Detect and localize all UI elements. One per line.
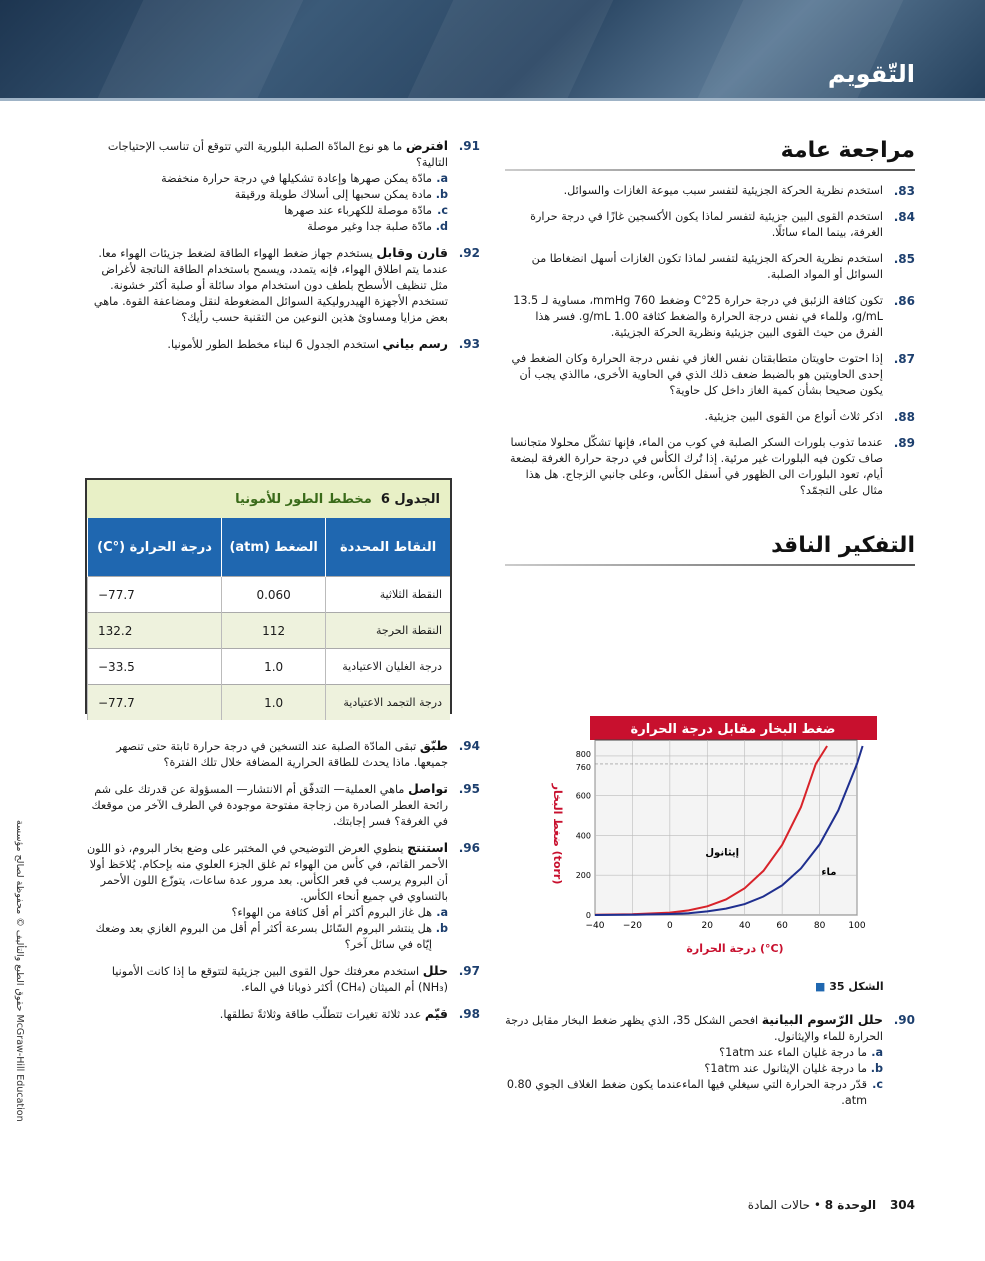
critical-thinking-title: التفكير الناقد <box>771 533 915 558</box>
question-keyword: رسم بياني <box>382 336 448 351</box>
table-cell-temperature: −33.5 <box>88 649 222 685</box>
question-keyword: حلل الرّسوم البيانية <box>761 1012 883 1027</box>
question-text: تكون كثافة الزئبق في درجة حرارة 25°C وضغط 760 mmHg، مساوية لـ 13.5 g/mL، وللماء في نفس درجة الحرارة والضغط كثافة 1.00 g/mL. فسر هذا الفرق من حيث القوى البين جزيئية ونظرية الحركة الجزيئية. <box>513 294 883 339</box>
x-tick-label: −40 <box>585 921 605 931</box>
subquestion-letter: a. <box>436 906 448 919</box>
subquestion-letter: a. <box>436 172 448 185</box>
question-number: 97. <box>458 964 480 978</box>
x-axis-label: درجة الحرارة (°C) <box>686 942 784 955</box>
question-number: 88. <box>893 410 915 424</box>
page-number: 304 <box>889 1198 915 1212</box>
column-header: درجة الحرارة (°C) <box>88 518 222 577</box>
question-text: إذا احتوت حاويتان متطابقتان نفس الغاز في نفس درجة الحرارة وكان الضغط في إحدى الحاويتين هو بالضبط ضعف ذلك الذي في الحاوية الأخرى، ماالذي يجب أن يكون صحيحا بشأن كمية الغاز داخل كل حاوية؟ <box>511 352 883 397</box>
copyright-sidebar: حقوق الطبع والتأليف © محفوظة لصالح مؤسسة McGraw-Hill Education <box>14 820 25 1122</box>
footer-bullet: • <box>813 1198 821 1212</box>
y-tick-label: 400 <box>575 831 591 841</box>
question-number: 87. <box>893 352 915 366</box>
question-keyword: حلل <box>422 963 448 978</box>
general-review-list <box>505 183 915 499</box>
question-93 <box>80 336 480 353</box>
subquestion-letter: b. <box>870 1062 883 1075</box>
table-cell-pressure: 112 <box>222 613 326 649</box>
subquestion <box>80 921 448 953</box>
subquestion-letter: c. <box>872 1078 883 1091</box>
question-text: يستخدم جهاز ضغط الهواء الطاقة لضغط جزيئات الهواء معا. عندما يتم اطلاق الهواء، فإنه يتمدد، ويسمح باستخدام الطاقة الناتجة لأغراض مثل تنظيف الأسطح بلطف دون استخدام مواد سائلة أو صلبة أكثر خشونة. تستخدم الأجهزة الهيدروليكية السوائل المضغوطة لنقل ومضاعفة القوة. ماهي بعض مزايا ومساوئ هذين النوعين من التقنية حسب رأيك؟ <box>93 247 448 324</box>
vapor-pressure-chart <box>545 716 877 960</box>
x-tick-label: 0 <box>666 921 673 931</box>
subquestion-text: ما درجة غليان الإيثانول عند 1atm؟ <box>704 1062 867 1075</box>
subquestion-letter: d. <box>435 220 448 233</box>
question-keyword: طبّق <box>419 738 448 753</box>
question-text: عدد ثلاثة تغيرات تتطلّب طاقة وثلاثةً تطلقها. <box>219 1008 422 1021</box>
x-tick-label: 40 <box>738 921 751 931</box>
question-number: 84. <box>893 210 915 224</box>
subquestion-text: مادّة موصلة للكهرباء عند صهرها <box>284 204 432 217</box>
question-number: 98. <box>458 1007 480 1021</box>
question-number: 91. <box>458 139 480 153</box>
question-text: استخدم نظرية الحركة الجزيئية لتفسر لماذا تكون الغازات أسهل انضغاطا من السوائل أو المواد الصلبة. <box>531 252 883 281</box>
subquestion <box>80 905 448 921</box>
subquestion <box>80 219 448 235</box>
subquestion <box>80 187 448 203</box>
question-96 <box>80 840 480 953</box>
series-label-ethanol: إيثانول <box>705 847 740 859</box>
question-text: افحص الشكل 35، الذي يظهر ضغط البخار مقابل درجة الحرارة للماء والإيثانول. <box>505 1014 883 1043</box>
question-keyword: استنتج <box>407 840 448 855</box>
question-91 <box>80 138 480 235</box>
subquestion <box>80 203 448 219</box>
subquestion-text: مادة يمكن سحبها إلى أسلاك طويلة ورقيقة <box>234 188 432 201</box>
question-90-block <box>505 1012 915 1119</box>
x-tick-label: 80 <box>813 921 826 931</box>
question-text: استخدم معرفتك حول القوى البين جزيئية لتتوقع ما إذا كانت الأمونيا (NH₃) أم الميثان (CH₄) أكثر ذوبانا في الماء. <box>111 965 448 994</box>
table-cell-point: درجة الغليان الاعتيادية <box>326 649 450 685</box>
question-text: ما هو نوع المادّة الصلبة البلورية التي تتوقع أن تناسب الإحتياجات التالية؟ <box>107 140 448 169</box>
left-column <box>80 138 480 363</box>
subquestion-text: مادّة يمكن صهرها وإعادة تشكيلها في درجة حرارة منخفضة <box>161 172 432 185</box>
subquestion-text: قدّر درجة الحرارة التي سيغلي فيها الماءعندما يكون ضغط الغلاف الجوي 0.80 atm. <box>506 1078 867 1107</box>
x-tick-label: −20 <box>622 921 642 931</box>
table-cell-point: النقطة الثلاثية <box>326 577 450 613</box>
subquestion-letter: b. <box>435 188 448 201</box>
left-questions-top <box>80 138 480 353</box>
question-text: استخدم القوى البين جزيئية لتفسر لماذا يكون الأكسجين غازًا في درجة حرارة الغرفة، بينما الماء سائلًا. <box>530 210 883 239</box>
page-footer <box>748 1198 915 1212</box>
table-cell-temperature: −77.7 <box>88 577 222 613</box>
general-review-title: مراجعة عامة <box>780 138 915 163</box>
question-number: 94. <box>458 739 480 753</box>
subquestions <box>505 1045 883 1109</box>
question-94 <box>80 738 480 771</box>
question-number: 93. <box>458 337 480 351</box>
question-number: 89. <box>893 436 915 450</box>
question-86 <box>505 293 915 341</box>
subquestion <box>505 1045 883 1061</box>
question-keyword: افترض <box>405 138 448 153</box>
question-83 <box>505 183 915 199</box>
chart-title: ضغط البخار مقابل درجة الحرارة <box>630 722 836 737</box>
table-row <box>88 613 451 649</box>
subquestion-letter: b. <box>435 922 448 935</box>
table-cell-pressure: 1.0 <box>222 685 326 721</box>
table-cell-temperature: 132.2 <box>88 613 222 649</box>
column-header: النقاط المحددة <box>326 518 450 577</box>
subquestion <box>505 1061 883 1077</box>
question-number: 85. <box>893 252 915 266</box>
question-88 <box>505 409 915 425</box>
figure-caption: الشكل 35 ■ <box>815 980 884 993</box>
question-87 <box>505 351 915 399</box>
chapter-topic: حالات المادة <box>747 1198 811 1212</box>
subquestion-text: هل غاز البروم أكثر أم أقل كثافة من الهواء؟ <box>231 906 432 919</box>
question-85 <box>505 251 915 283</box>
table-row <box>88 577 451 613</box>
question-text: ماهي العملية— التدفّق أم الانتشار— المسؤولة عن قدرتك على شم رائحة العطر الصادرة من زجاجة مفتوحة موجودة في الطرف الآخر من موقعك في الغرفة؟ فسر إجابتك. <box>91 783 448 828</box>
section-rule <box>505 169 915 171</box>
question-number: 96. <box>458 841 480 855</box>
question-keyword: تواصل <box>407 781 448 796</box>
table-6-heading <box>87 480 450 518</box>
question-number: 83. <box>893 184 915 198</box>
plot-area <box>595 740 857 915</box>
table-row <box>88 685 451 721</box>
y-tick-label: 0 <box>585 911 591 920</box>
x-tick-label: 60 <box>776 921 788 931</box>
series-label-water: ماء <box>821 867 837 879</box>
header-banner <box>0 0 985 100</box>
left-questions-bottom <box>80 738 480 1023</box>
subquestion <box>505 1077 883 1109</box>
question-84 <box>505 209 915 241</box>
y-tick-label: 200 <box>575 871 591 881</box>
figure-caption-text: الشكل 35 <box>829 980 884 993</box>
phase-data-table <box>87 518 450 720</box>
question-text: استخدم نظرية الحركة الجزيئية لتفسر سبب ميوعة الغازات والسوائل. <box>563 184 883 197</box>
subquestion-text: ما درجة غليان الماء عند 1atm؟ <box>719 1046 867 1059</box>
subquestion-letter: a. <box>871 1046 883 1059</box>
unit-label: الوحدة 8 <box>824 1198 877 1212</box>
x-tick-label: 100 <box>848 921 866 931</box>
table-6-title: مخطط الطور للأمونيا <box>235 491 372 507</box>
question-text: عندما تذوب بلورات السكر الصلبة في كوب من الماء، فإنها تشكّل محلولا متجانسا صاف تكون فيه البلورات غير مرئية. إذا تُرك الكأس في درجة حرارة الغرفة لبضعة أيام، تعود البلورات الى الظهور في أسفل الكأس، وعلى جانبي الزجاج. هل هذا مثال على التجمّد؟ <box>510 436 883 497</box>
table-row <box>88 649 451 685</box>
question-92 <box>80 245 480 326</box>
question-95 <box>80 781 480 830</box>
x-tick-label: 20 <box>701 921 714 931</box>
table-6-label: الجدول 6 <box>380 491 440 507</box>
question-number: 95. <box>458 782 480 796</box>
subquestion <box>80 171 448 187</box>
subquestion-text: هل ينتشر البروم السّائل بسرعة أكثر أم أقل من البروم الغازي بعد وضعك إيّاه في سائل آخر؟ <box>95 922 432 951</box>
question-keyword: قيّم <box>424 1006 448 1021</box>
question-number: 86. <box>893 294 915 308</box>
y-axis-label: ضغط البخار (torr) <box>551 783 564 885</box>
question-98 <box>80 1006 480 1023</box>
column-header: الضغط (atm) <box>222 518 326 577</box>
question-text: استخدم الجدول 6 لبناء مخطط الطور للأمونيا. <box>167 338 379 351</box>
table-cell-pressure: 0.060 <box>222 577 326 613</box>
question-number: 92. <box>458 246 480 260</box>
question-90 <box>505 1012 915 1109</box>
left-column-bottom <box>80 738 480 1033</box>
question-text: اذكر ثلاث أنواع من القوى البين جزيئية. <box>704 410 883 423</box>
y-tick-label: 600 <box>575 791 591 801</box>
question-89 <box>505 435 915 499</box>
question-text: تبقى المادّة الصلبة عند التسخين في درجة حرارة ثابتة حتى تنصهر جميعها. ماذا يحدث للطاقة الحرارية المضافة خلال تلك الفترة؟ <box>116 740 448 769</box>
subquestion-letter: c. <box>437 204 448 217</box>
page-title: التّقويم <box>827 60 915 88</box>
section-rule <box>505 564 915 566</box>
question-97 <box>80 963 480 996</box>
table-cell-point: درجة التجمد الاعتيادية <box>326 685 450 721</box>
right-column <box>505 138 915 578</box>
question-number: 90. <box>893 1013 915 1027</box>
y-tick-label: 800 <box>575 749 591 759</box>
table-cell-pressure: 1.0 <box>222 649 326 685</box>
subquestion-text: مادّة صلبة جدا وغير موصلة <box>307 220 432 233</box>
table-cell-point: النقطة الحرجة <box>326 613 450 649</box>
question-keyword: قارن وقابل <box>376 245 448 260</box>
header-divider <box>0 98 985 101</box>
table-6 <box>85 478 452 714</box>
y-tick-label: 760 <box>575 762 591 772</box>
question-text: ينطوي العرض التوضيحي في المختبر على وضع بخار البروم، ذو اللون الأحمر القاتم، في كأس من الهواء ثم غلق الجزء العلوي منه بإحكام. يُلاحَظ أولا أن البروم يرسب في قعر الكأس. بعد مرور عدة ساعات، يتوزّع اللون الأحمر بالتساوي في جميع أنحاء الكأس. <box>86 842 448 903</box>
table-cell-temperature: −77.7 <box>88 685 222 721</box>
